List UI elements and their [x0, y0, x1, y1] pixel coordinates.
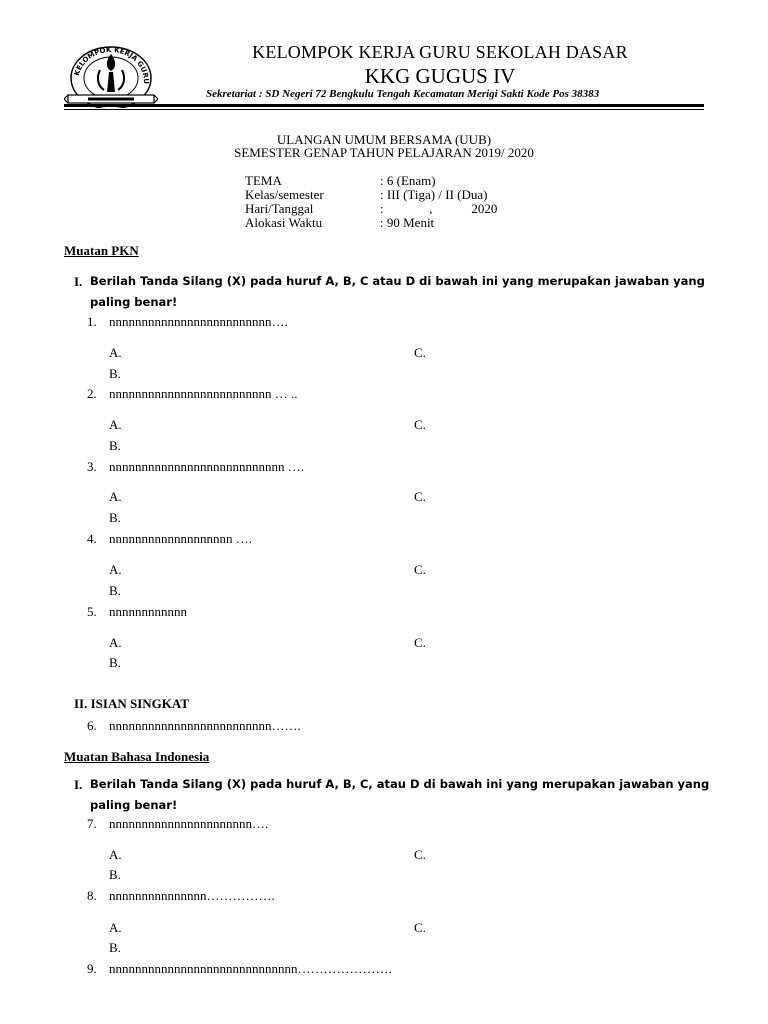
question-text: nnnnnnnnnnnnnnnnnnnnnnnnn….	[109, 314, 288, 329]
question-number: 7.	[87, 816, 97, 831]
option-b: B.	[109, 655, 121, 670]
option-b: B.	[109, 867, 121, 882]
question-text: nnnnnnnnnnnn	[109, 604, 187, 619]
info-label: TEMA	[245, 173, 282, 188]
option-b: B.	[109, 583, 121, 598]
instruction-line: Berilah Tanda Silang (X) pada huruf A, B, C atau D di bawah ini yang merupakan jawaban yang	[90, 274, 705, 288]
instruction-line: Berilah Tanda Silang (X) pada huruf A, B, C, atau D di bawah ini yang merupakan jawaban yang	[90, 777, 710, 791]
logo-text: KELOMPOK KERJA GURU	[72, 45, 151, 85]
section-title-pkn: Muatan PKN	[64, 243, 139, 258]
question-number: 4.	[87, 531, 97, 546]
info-label: Hari/Tanggal	[245, 201, 314, 216]
question-number: 8.	[87, 888, 97, 903]
option-a: A.	[109, 562, 122, 577]
exam-semester: SEMESTER GENAP TAHUN PELAJARAN 2019/ 2020	[234, 145, 534, 160]
option-a: A.	[109, 345, 122, 360]
option-a: A.	[109, 920, 122, 935]
header-rule-thin	[64, 109, 704, 110]
instruction-line: paling benar!	[90, 798, 178, 812]
question-text: nnnnnnnnnnnnnnnnnnnnnnnnnnn ….	[109, 459, 304, 474]
option-a: A.	[109, 417, 122, 432]
question-number: 9.	[87, 961, 97, 976]
option-b: B.	[109, 510, 121, 525]
kkg-logo	[64, 40, 158, 108]
instruction-line: paling benar!	[90, 295, 178, 309]
option-c: C.	[414, 562, 426, 577]
option-c: C.	[414, 489, 426, 504]
info-value: : , 2020	[380, 201, 498, 216]
option-c: C.	[414, 920, 426, 935]
option-b: B.	[109, 438, 121, 453]
option-c: C.	[414, 847, 426, 862]
info-label: Alokasi Waktu	[245, 215, 323, 230]
group-name: KKG GUGUS IV	[364, 64, 516, 88]
option-b: B.	[109, 940, 121, 955]
exam-title: ULANGAN UMUM BERSAMA (UUB)	[276, 132, 492, 147]
option-a: A.	[109, 847, 122, 862]
question-text: nnnnnnnnnnnnnnnnnnnnnnnnn…….	[109, 718, 301, 733]
question-text: nnnnnnnnnnnnnnnnnnnnnn….	[109, 816, 269, 831]
header-rule-thick	[64, 104, 704, 107]
info-value: : III (Tiga) / II (Dua)	[380, 187, 488, 202]
info-value: : 6 (Enam)	[380, 173, 436, 188]
org-name: KELOMPOK KERJA GURU SEKOLAH DASAR	[252, 42, 628, 62]
option-c: C.	[414, 635, 426, 650]
question-text: nnnnnnnnnnnnnnnnnnn ….	[109, 531, 252, 546]
question-text: nnnnnnnnnnnnnnnnnnnnnnnnn … ..	[109, 386, 298, 401]
part-number: I.	[74, 777, 83, 792]
info-label: Kelas/semester	[245, 187, 324, 202]
question-number: 6.	[87, 718, 97, 733]
question-text: nnnnnnnnnnnnnnn…………….	[109, 888, 275, 903]
option-b: B.	[109, 366, 121, 381]
info-value: : 90 Menit	[380, 215, 435, 230]
part-number: I.	[74, 274, 83, 289]
part-two-title: II. ISIAN SINGKAT	[74, 696, 189, 711]
question-number: 1.	[87, 314, 97, 329]
question-number: 2.	[87, 386, 97, 401]
option-c: C.	[414, 345, 426, 360]
question-number: 5.	[87, 604, 97, 619]
secretariat-address: Sekretariat : SD Negeri 72 Bengkulu Tengah Kecamatan Merigi Sakti Kode Pos 38383	[206, 88, 600, 100]
question-text: nnnnnnnnnnnnnnnnnnnnnnnnnnnnn………………….	[109, 961, 392, 976]
section-title-bindo: Muatan Bahasa Indonesia	[64, 749, 210, 764]
option-a: A.	[109, 635, 122, 650]
option-a: A.	[109, 489, 122, 504]
option-c: C.	[414, 417, 426, 432]
question-number: 3.	[87, 459, 97, 474]
